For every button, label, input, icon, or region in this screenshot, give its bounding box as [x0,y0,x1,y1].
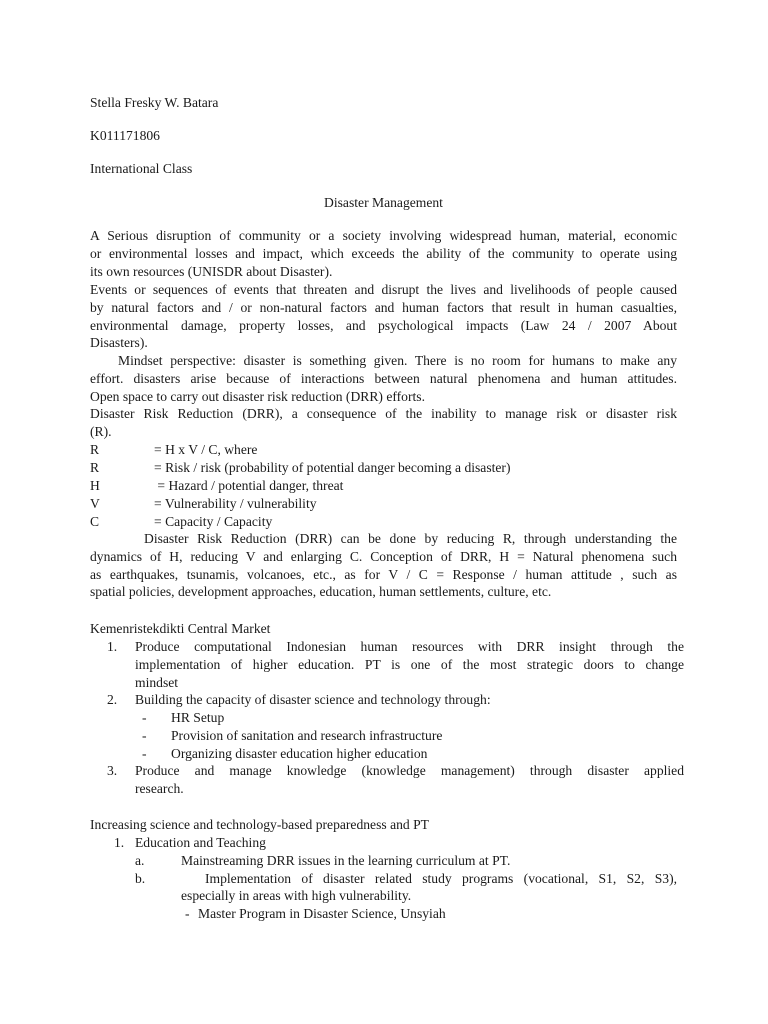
definition-key: H [90,478,100,493]
text-line: Mindset perspective: disaster is something given. There is no room for humans to make any [118,353,677,368]
definition-value: = Risk / risk (probability of potential danger becoming a disaster) [154,460,511,475]
text-line: Events or sequences of events that threaten and disrupt the lives and livelihoods of people caused [90,282,677,297]
list-number: 3. [107,763,118,778]
sub-list-item: Organizing disaster education higher education [171,746,428,761]
definition-row [90,495,317,513]
sub-list-dash: - [142,728,147,743]
text-line: Disasters). [90,335,148,351]
definition-row [90,513,272,531]
sub-list-item: Provision of sanitation and research infrastructure [171,728,443,743]
list-letter: b. [135,871,146,886]
definition-value: = Hazard / potential danger, threat [154,478,344,493]
author-name: Stella Fresky W. Batara [90,95,219,110]
drr-paragraph [90,530,677,601]
sub-list-dash: - [185,906,190,921]
text-line: research. [135,780,184,796]
definition-row [90,477,343,495]
list-item: Education and Teaching [135,835,266,850]
list-number: 1. [114,835,125,850]
intro-paragraph-2 [90,281,677,352]
text-line: A Serious disruption of community or a society involving widespread human, material, economic [90,228,677,243]
list-item [107,762,684,798]
text-line: implementation of higher education. PT is one of the most strategic doors to change [135,656,684,672]
text-line: dynamics of H, reducing V and enlarging C. Conception of DRR, H = Natural phenomena such [90,548,677,564]
student-id: K011171806 [90,128,160,143]
list-number: 2. [107,692,118,707]
definition-key: R [90,460,100,475]
text-line: environmental damage, property losses, and psychological impacts (Law 24 / 2007 About [90,317,677,333]
sub-list-item: Master Program in Disaster Science, Unsyiah [198,906,446,921]
text-line: Building the capacity of disaster science and technology through: [135,692,491,707]
list-number: 1. [107,639,118,654]
text-line: as earthquakes, tsunamis, volcanoes, etc., as for V / C = Response / human attitude , such as [90,566,677,582]
text-line: or environmental losses and impact, which exceeds the ability of the community to operate using [90,245,677,261]
sub-list-dash: - [142,746,147,761]
class-label: International Class [90,161,193,176]
text-line: Open space to carry out disaster risk reduction (DRR) efforts. [90,388,425,404]
text-line: Disaster Risk Reduction (DRR) can be done by reducing R, through understanding the [144,531,677,546]
definition-key: R [90,442,100,457]
text-line: by natural factors and / or non-natural factors and human factors that result in human casualties, [90,299,677,315]
definition-key: V [90,496,100,511]
intro-paragraph-4 [90,405,677,441]
list-letter: a. [135,853,145,868]
list-item [107,638,684,692]
section-heading: Kemenristekdikti Central Market [90,621,271,636]
definition-value: = Capacity / Capacity [154,514,273,529]
sub-list-item: HR Setup [171,710,225,725]
definition-row [90,459,511,477]
text-line: especially in areas with high vulnerability. [181,888,412,903]
text-line: effort. disasters arise because of interactions between natural phenomena and human attitudes. [90,370,677,386]
definition-value: = Vulnerability / vulnerability [154,496,317,511]
text-line: Produce and manage knowledge (knowledge management) through disaster applied [135,763,684,778]
definition-value: = H x V / C, where [154,442,258,457]
list-item [107,691,684,709]
intro-paragraph-3 [90,352,677,405]
list-item: Mainstreaming DRR issues in the learning curriculum at PT. [181,853,511,868]
text-line: Disaster Risk Reduction (DRR), a consequence of the inability to manage risk or disaster risk [90,406,677,421]
text-line: (R). [90,423,112,439]
text-line: spatial policies, development approaches, education, human settlements, culture, etc. [90,584,552,600]
intro-paragraph-1 [90,227,677,280]
document-title: Disaster Management [324,195,443,210]
list-item: Implementation of disaster related study programs (vocational, S1, S2, S3), [205,871,677,886]
section-heading: Increasing science and technology-based preparedness and PT [90,817,429,832]
definition-key: C [90,514,100,529]
text-line: Produce computational Indonesian human resources with DRR insight through the [135,639,684,654]
text-line: mindset [135,674,179,690]
sub-list-dash: - [142,710,147,725]
text-line: its own resources (UNISDR about Disaster). [90,263,333,279]
definition-row [90,441,257,459]
